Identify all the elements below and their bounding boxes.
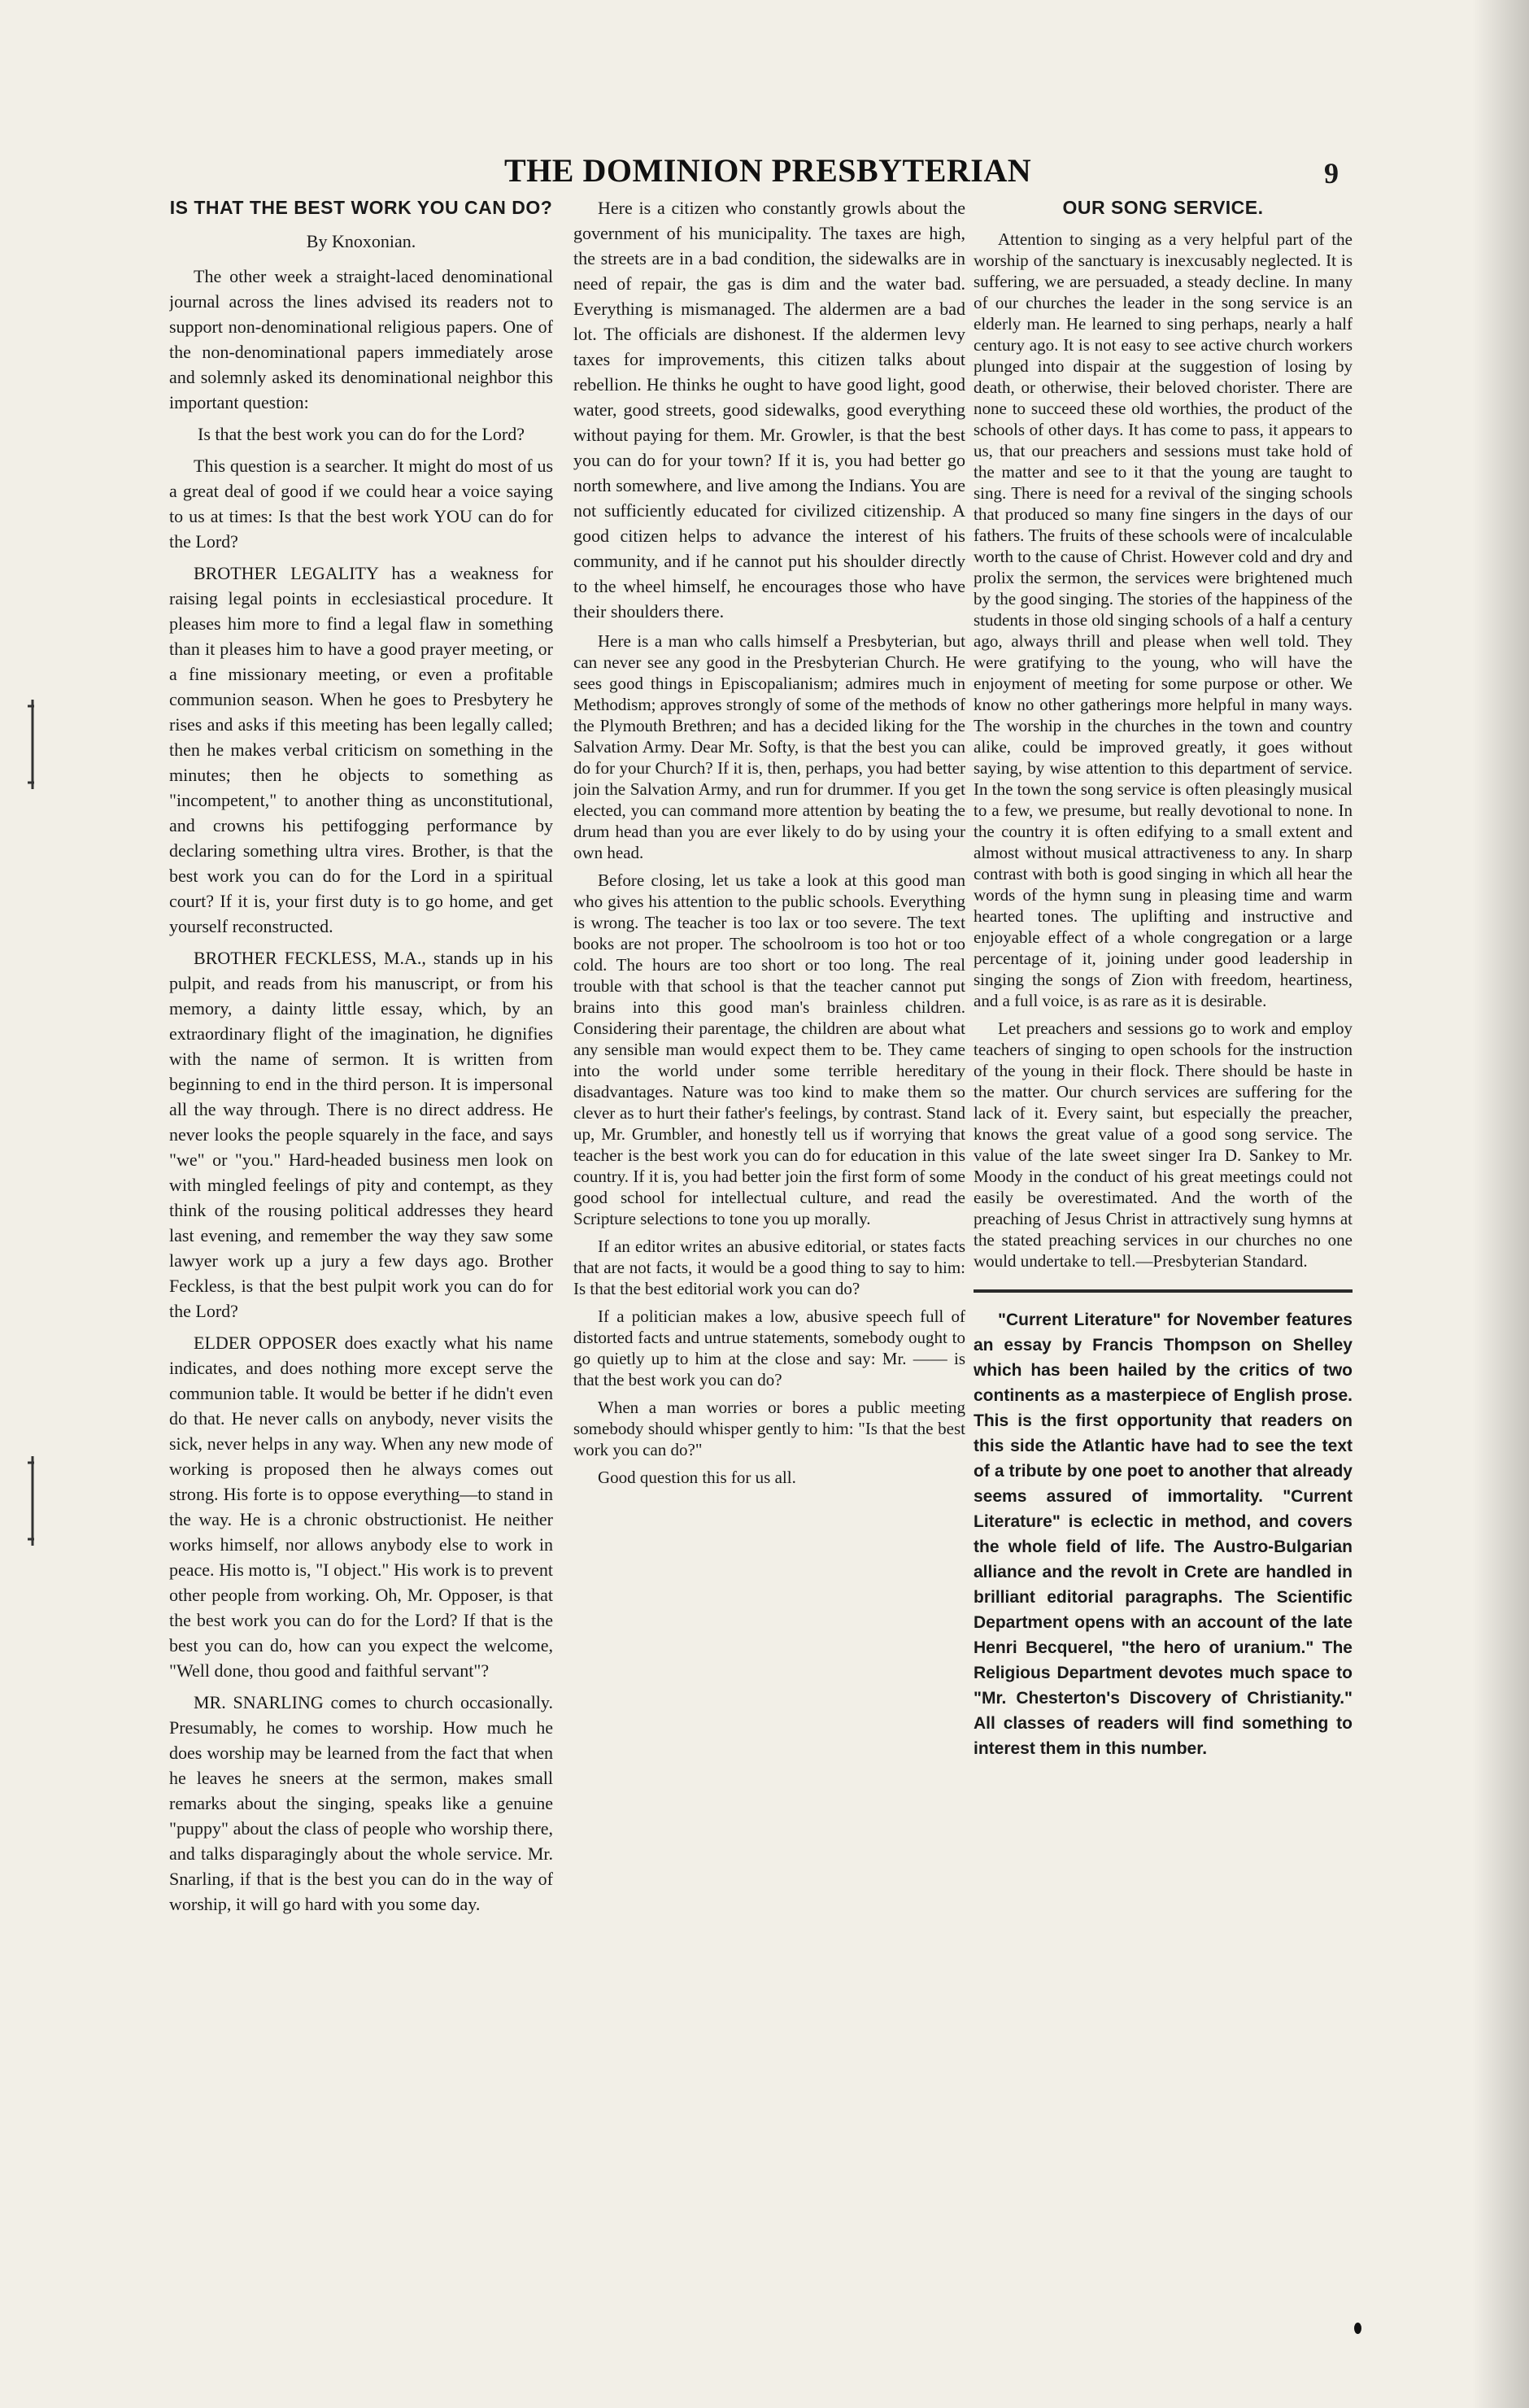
paragraph: When a man worries or bores a public meeting somebody should whisper gently to him: "Is that the best work you can do?" bbox=[573, 1398, 965, 1459]
paragraph: Let preachers and sessions go to work and employ teachers of singing to open schools for the instruction of the young in their flock. There should be haste in the matter. Our church services are suffering for the lack of it. Every saint, but especially the preacher, knows the great value of a good song service. The value of the late sweet singer Ira D. Sankey to Mr. Moody in the conduct of his great meetings could not easily be overestimated. And the worth of the preaching of Jesus Christ in attractively sung hymns at the stated preaching services in our churches no one would undertake to tell.—Presbyterian Standard. bbox=[974, 1019, 1353, 1271]
section-divider bbox=[974, 1289, 1353, 1293]
column-2 bbox=[573, 195, 965, 2319]
article-byline: By Knoxonian. bbox=[306, 231, 416, 251]
paragraph: Attention to singing as a very helpful part of the worship of the sanctuary is inexcusably neglected. It is suffering, we are persuaded, a steady decline. In many of our churches the leader in the song service is an elderly man. He learned to sing perhaps, nearly a half century ago. It is not easy to see active church workers plunged into dispair at the suggestion of losing by death, or otherwise, their beloved chorister. There are none to succeed these old worthies, the product of the schools of other days. It has come to pass, it appears to us, that our preachers and sessions must take hold of the matter and see to it that the young are taught to sing. There is need for a revival of the singing schools that produced so many fine singers in the days of our fathers. The fruits of these schools were of incalculable worth to the cause of Christ. However cold and dry and prolix the sermon, the services were brightened much by the good singing. The stories of the happiness of the students in those old singing schools of a half a century ago, always thrill and please when well told. They were gratifying to the young, who will have the enjoyment of meeting for some purpose or other. We know no other gatherings more helpful in many ways. The worship in the churches in the town and country alike, could be improved greatly, it goes without saying, by wise attention to this department of service. In the town the song service is often pleasingly musical to a few, we presume, but really devotional to none. In the country it is often edifying to a small extent and almost without musical attractiveness to any. In sharp contrast with both is good singing in which all hear the words of the hymn sung in pleasing time and warm hearted tones. The uplifting and instructive and enjoyable effect of a whole congregation or a large percentage of it, joining under good leadership in singing the songs of Zion with freedom, heartiness, and a full voice, is as rare as it is desirable. bbox=[974, 229, 1353, 1010]
paragraph: BROTHER FECKLESS, M.A., stands up in his pulpit, and reads from his manuscript, or from his memory, a dainty little essay, which, by an extraordinary flight of the imagination, he dignifies with the name of sermon. It is written from beginning to end in the third person. It is impersonal all the way through. There is no direct address. He never looks the people squarely in the face, and says "we" or "you." Hard-headed business men look on with mingled feelings of pity and contempt, as they think of the rousing political addresses they heard last evening, and remember the way they saw some lawyer work up a jury a few days ago. Brother Feckless, is that the best pulpit work you can do for the Lord? bbox=[169, 948, 553, 1321]
paragraph: BROTHER LEGALITY has a weakness for raising legal points in ecclesiastical procedure. It pleases him more to find a legal flaw in something than it pleases him to have a good prayer meeting, or a fine missionary meeting, or even a profitable communion season. When he goes to Presbytery he rises and asks if this meeting has been legally called; then he makes verbal criticism on something in the minutes; then he objects to something as "incompetent," to another thing as unconstitutional, and crowns his pettifogging performance by declaring something ultra vires. Brother, is that the best work you can do for the Lord in a spiritual court? If it is, your first duty is to go home, and get yourself reconstructed. bbox=[169, 563, 553, 936]
page-number: 9 bbox=[1324, 157, 1339, 190]
current-literature-notice: "Current Literature" for November features an essay by Francis Thompson on Shelley which has been hailed by the critics of two continents as a masterpiece of English prose. This is the first opportunity that readers on this side the Atlantic have had to see the text of a tribute by one poet to another that already seems assured of immortality. "Current Literature" is eclectic in method, and covers the whole field of life. The Austro-Bulgarian alliance and the revolt in Crete are handled in brilliant editorial paragraphs. The Scientific Department opens with an account of the late Henri Becquerel, "the hero of uranium." The Religious Department devotes much space to "Mr. Chesterton's Discovery of Christianity." All classes of readers will find something to interest them in this number. bbox=[974, 1311, 1353, 1758]
article-heading: IS THAT THE BEST WORK YOU CAN DO? bbox=[169, 197, 553, 218]
column-3 bbox=[974, 195, 1353, 2319]
paragraph: Good question this for us all. bbox=[598, 1468, 796, 1487]
paragraph: If a politician makes a low, abusive speech full of distorted facts and untrue statements, somebody ought to go quietly up to him at the close and say: Mr. —— is that the best work you can do? bbox=[573, 1307, 965, 1389]
page-edge-shadow bbox=[1472, 0, 1529, 2408]
quoted-question: Is that the best work you can do for the Lord? bbox=[198, 424, 525, 444]
paragraph: MR. SNARLING comes to church occasionally. Presumably, he comes to worship. How much he does worship may be learned from the fact that when he leaves he sneers at the sermon, makes small remarks about the singing, speaks like a genuine "puppy" about the class of people who worship there, and talks disparagingly about the whole service. Mr. Snarling, if that is the best you can do in the way of worship, it will go hard with you some day. bbox=[169, 1692, 553, 1914]
masthead-title: THE DOMINION PRESBYTERIAN bbox=[504, 152, 1032, 189]
paragraph: Before closing, let us take a look at this good man who gives his attention to the public schools. Everything is wrong. The teacher is too lax or too severe. The text books are not proper. The schoolroom is too hot or too cold. The hours are too short or too long. The real trouble with that school is that the teacher cannot put brains into this good man's brainless children. Considering their parentage, the children are about what any sensible man would expect them to be. They came into the world under some terrible hereditary disadvantages. Nature was too kind to make them so clever as to hurt their father's feelings, by contrast. Stand up, Mr. Grumbler, and honestly tell us if worrying that teacher is the best work you can do for education in this country. If it is, you had better join the first form of some good school for intellectual culture, and read the Scripture selections to tone you up morally. bbox=[573, 870, 965, 1228]
paragraph: ELDER OPPOSER does exactly what his name indicates, and does nothing more except serve the communion table. It would be better if he didn't even do that. He never calls on anybody, never visits the sick, never helps in any way. When any new mode of working is proposed then he always comes out strong. His forte is to oppose everything—to stand in the way. He is a chronic obstructionist. He neither works himself, nor allows anybody else to work in peace. His motto is, "I object." His work is to prevent other people from working. Oh, Mr. Opposer, is that the best work you can do for the Lord? If that is the best you can do, how can you expect the welcome, "Well done, thou good and faithful servant"? bbox=[169, 1333, 553, 1681]
paragraph: The other week a straight-laced denominational journal across the lines advised its readers not to support non-denominational religious papers. One of the non-denominational papers immediately arose and solemnly asked its denominational neighbor this important question: bbox=[169, 266, 553, 412]
paragraph: If an editor writes an abusive editorial, or states facts that are not facts, it would be a good thing to say to him: Is that the best editorial work you can do? bbox=[573, 1237, 965, 1298]
binder-mark bbox=[24, 700, 37, 789]
paragraph: This question is a searcher. It might do most of us a great deal of good if we could hear a voice saying to us at times: Is that the best work YOU can do for the Lord? bbox=[169, 456, 553, 552]
ink-mark bbox=[1354, 2323, 1361, 2334]
masthead bbox=[0, 145, 1529, 202]
column-1 bbox=[169, 195, 553, 2319]
paragraph: Here is a man who calls himself a Presbyterian, but can never see any good in the Presbyterian Church. He sees good things in Episcopalianism; admires much in Methodism; approves strongly of some of the methods of the Plymouth Brethren; and has a decided liking for the Salvation Army. Dear Mr. Softy, is that the best you can do for your Church? If it is, then, perhaps, you had better join the Salvation Army, and run for drummer. If you get elected, you can command more attention by beating the drum head than you are ever likely to do by using your own head. bbox=[573, 631, 965, 862]
paragraph: Here is a citizen who constantly growls about the government of his municipality. The taxes are high, the streets are in a bad condition, the sidewalks are in need of repair, the gas is dim and the water bad. Everything is mismanaged. The aldermen are a bad lot. The officials are dishonest. If the aldermen levy taxes for improvements, this citizen talks about rebellion. He thinks he ought to have good light, good water, good streets, good sidewalks, good everything without paying for them. Mr. Growler, is that the best you can do for your town? If it is, you had better go north somewhere, and live among the Indians. You are not sufficiently educated for civilized citizenship. A good citizen helps to advance the interest of his community, and if he cannot put his shoulder directly to the wheel himself, he encourages those who have their shoulders there. bbox=[573, 198, 965, 622]
binder-mark bbox=[24, 1456, 37, 1546]
article-heading: OUR SONG SERVICE. bbox=[1062, 197, 1264, 218]
